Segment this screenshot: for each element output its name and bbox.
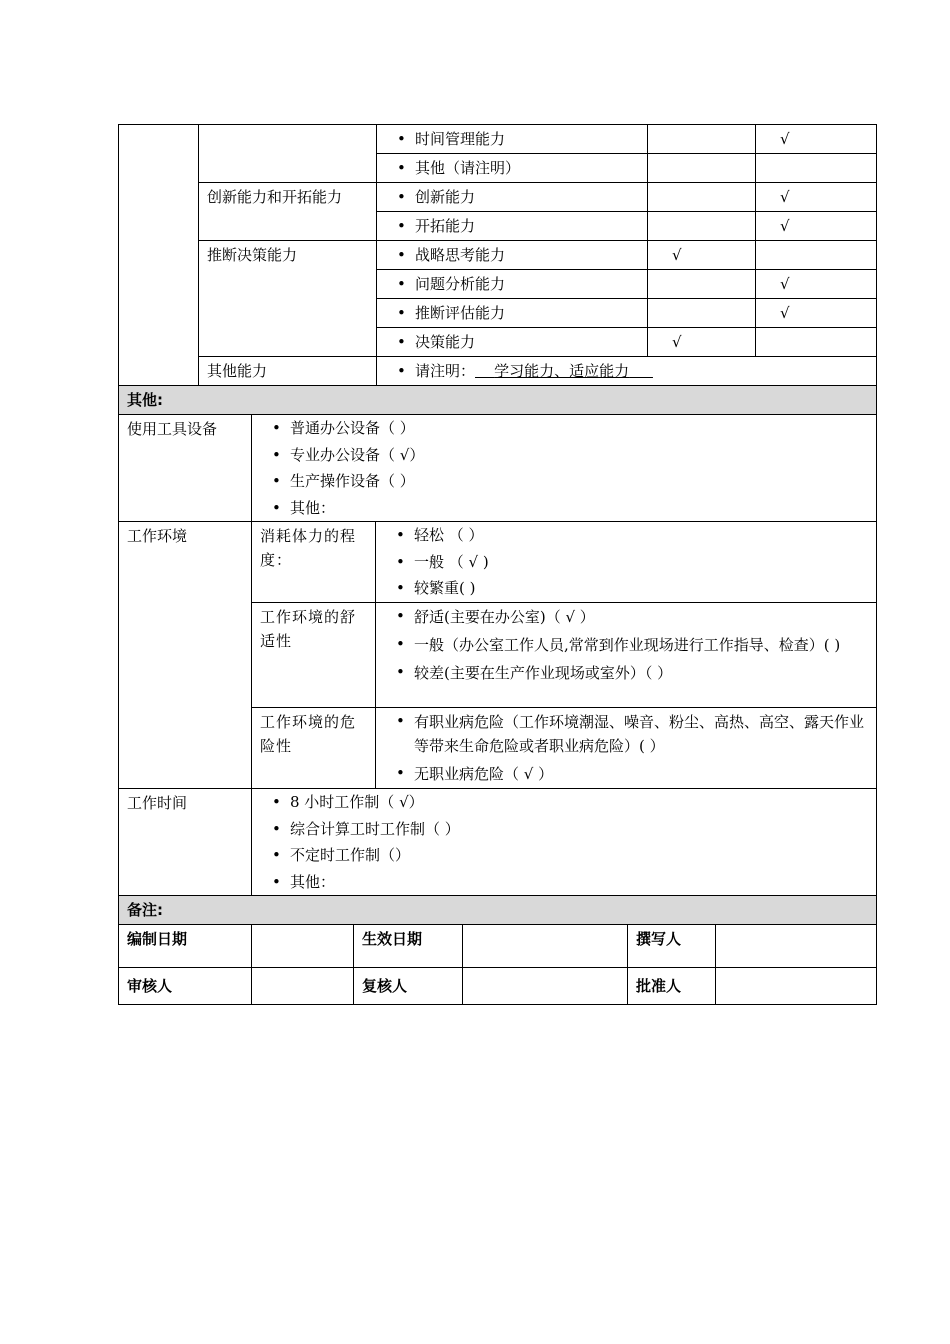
bullet: •	[397, 246, 406, 264]
ability-item-label: 开拓能力	[415, 217, 476, 235]
comfort-list	[376, 603, 877, 708]
list-item: • 其他：	[272, 872, 336, 891]
table-row	[119, 925, 877, 968]
check-cell-1	[648, 154, 756, 183]
list-item: • 较繁重( )	[396, 579, 476, 597]
check-cell-1	[648, 125, 756, 154]
bullet: •	[397, 304, 406, 322]
list-item: • 不定时工作制（）	[272, 846, 411, 864]
check-cell-2: √	[756, 270, 877, 299]
job-description-sheet	[118, 124, 876, 1005]
tools-list	[252, 415, 877, 522]
checker-label: 复核人	[354, 968, 463, 1005]
table-row	[119, 522, 877, 603]
ability-item	[377, 241, 648, 270]
check-cell-2	[756, 328, 877, 357]
list-item: • 综合计算工时工作制（ ）	[272, 819, 460, 838]
ability-item-label: 问题分析能力	[415, 275, 506, 293]
compile-date-label: 编制日期	[119, 925, 252, 968]
ability-item-label: 推断评估能力	[415, 304, 506, 322]
ability-item	[377, 270, 648, 299]
check-cell-1	[648, 299, 756, 328]
danger-label: 工作环境的危险性	[252, 708, 376, 789]
table-row	[119, 125, 877, 154]
table-row	[119, 183, 877, 212]
bullet: •	[397, 333, 406, 351]
ability-group-cell: 创新能力和开拓能力	[199, 183, 377, 241]
ability-group-cell: 推断决策能力	[199, 241, 377, 357]
tools-label: 使用工具设备	[119, 415, 252, 522]
env-label: 工作环境	[119, 522, 252, 789]
section-header-remarks: 备注:	[119, 896, 877, 925]
check-cell-2: √	[756, 212, 877, 241]
list-item: • 舒适(主要在办公室)（ √ ）	[396, 607, 595, 626]
ability-item	[377, 183, 648, 212]
list-item: • 专业办公设备（ √）	[272, 445, 425, 464]
compile-date-value[interactable]	[252, 925, 354, 968]
list-item: • 一般（办公室工作人员,常常到作业现场进行工作指导、检查）( )	[396, 635, 841, 654]
other-prefix: 请注明：	[415, 362, 476, 380]
approver-value[interactable]	[716, 968, 877, 1005]
list-item: • 较差(主要在生产作业现场或室外）（ ）	[396, 663, 673, 682]
section-header-other: 其他:	[119, 386, 877, 415]
reviewer-label: 审核人	[119, 968, 252, 1005]
bullet: •	[397, 217, 406, 235]
bullet: •	[397, 159, 406, 177]
check-cell-2	[756, 154, 877, 183]
check-cell-2: √	[756, 299, 877, 328]
list-item: • 普通办公设备（ ）	[272, 419, 415, 437]
list-item: • 其他：	[272, 498, 336, 517]
check-cell-1: √	[648, 328, 756, 357]
list-item: • 一般 （ √ )	[396, 552, 489, 571]
check-cell-2	[756, 241, 877, 270]
comfort-label: 工作环境的舒适性	[252, 603, 376, 708]
signature-table	[118, 924, 877, 1005]
ability-group-cell: 其他能力	[199, 357, 377, 386]
physical-label: 消耗体力的程度：	[252, 522, 376, 603]
table-row	[119, 968, 877, 1005]
check-cell-1: √	[648, 241, 756, 270]
check-cell-1	[648, 183, 756, 212]
ability-item-label: 创新能力	[415, 188, 476, 206]
other-section-table	[118, 385, 877, 925]
approver-label: 批准人	[628, 968, 716, 1005]
check-cell-1	[648, 270, 756, 299]
ability-item	[377, 212, 648, 241]
abilities-table	[118, 124, 877, 386]
list-item: • 8 小时工作制（ √）	[272, 793, 424, 811]
table-row	[119, 357, 877, 386]
table-row	[119, 415, 877, 522]
effective-date-label: 生效日期	[354, 925, 463, 968]
ability-group-cell	[199, 125, 377, 183]
bullet: •	[397, 362, 406, 380]
bullet: •	[397, 275, 406, 293]
table-row	[119, 241, 877, 270]
ability-other-cell	[377, 357, 877, 386]
check-cell-2: √	[756, 183, 877, 212]
other-abilities-value: 学习能力、适应能力	[494, 362, 630, 380]
bullet: •	[397, 130, 406, 148]
time-label: 工作时间	[119, 789, 252, 896]
ability-item	[377, 328, 648, 357]
checker-value[interactable]	[463, 968, 628, 1005]
ability-item-label: 战略思考能力	[415, 246, 506, 264]
time-list	[252, 789, 877, 896]
list-item: • 生产操作设备（ ）	[272, 472, 415, 490]
effective-date-value[interactable]	[463, 925, 628, 968]
ability-item	[377, 299, 648, 328]
ability-item-label: 时间管理能力	[415, 130, 506, 148]
check-cell-1	[648, 212, 756, 241]
list-item: • 无职业病危险（ √ ）	[396, 764, 554, 783]
reviewer-value[interactable]	[252, 968, 354, 1005]
check-cell-2: √	[756, 125, 877, 154]
ability-item	[377, 125, 648, 154]
table-row	[119, 789, 877, 896]
bullet: •	[397, 188, 406, 206]
ability-item-label: 决策能力	[415, 333, 476, 351]
writer-label: 撰写人	[628, 925, 716, 968]
list-item: • 有职业病危险（工作环境潮湿、噪音、粉尘、高热、高空、露天作业等带来生命危险或者职业病危险）( ）	[396, 712, 865, 755]
ability-item-label: 其他（请注明）	[415, 159, 521, 177]
physical-list	[376, 522, 877, 603]
category-cell	[119, 125, 199, 386]
list-item: • 轻松 （ ）	[396, 526, 484, 544]
ability-item	[377, 154, 648, 183]
danger-list	[376, 708, 877, 789]
writer-value[interactable]	[716, 925, 877, 968]
